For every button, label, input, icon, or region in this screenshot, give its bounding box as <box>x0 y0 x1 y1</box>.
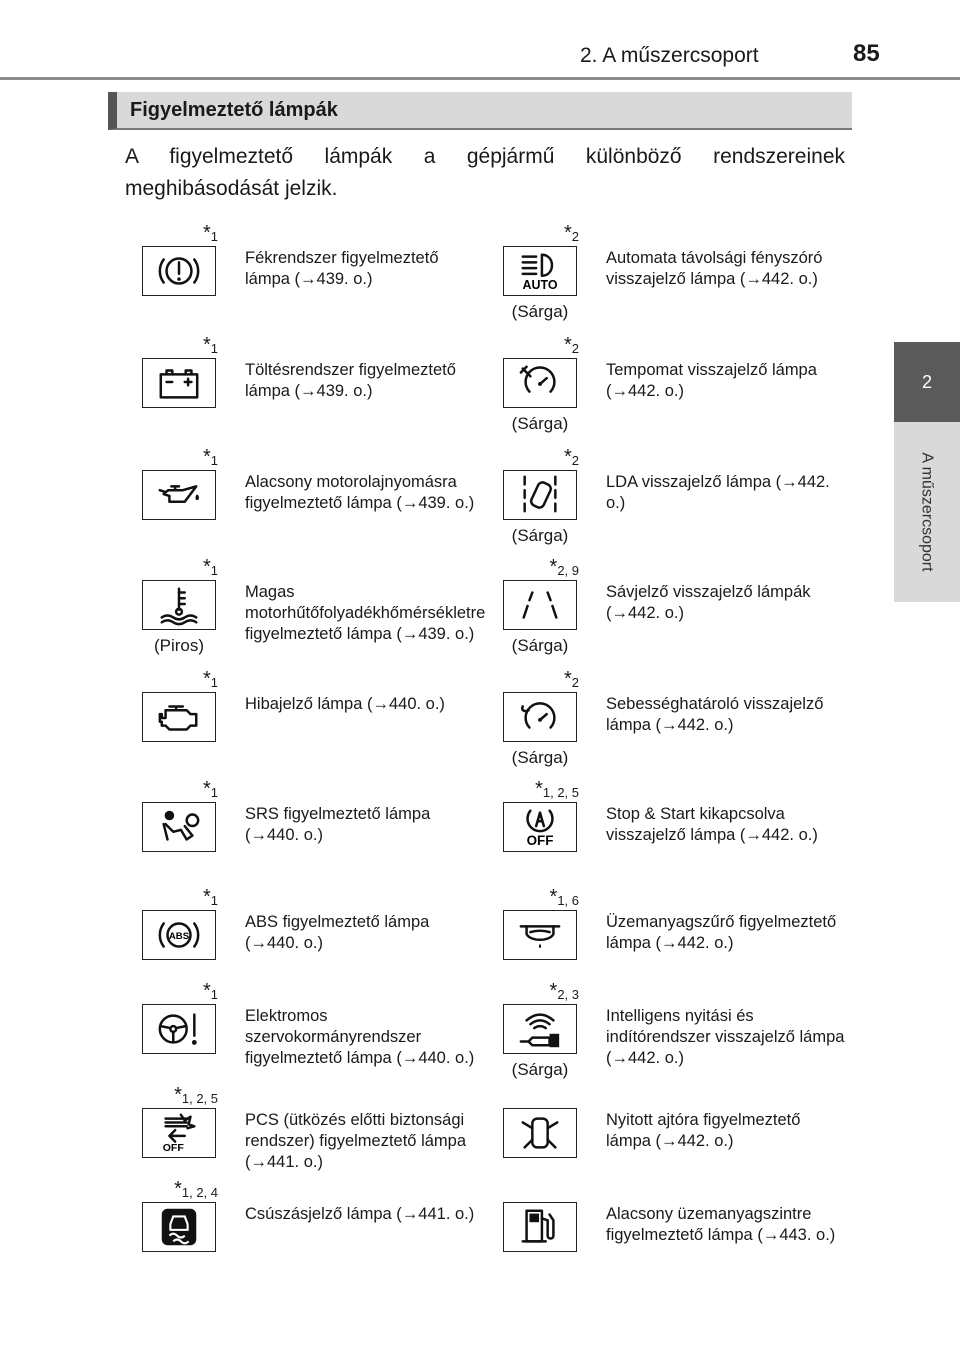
footnote-marker: $*_1$ <box>202 334 218 356</box>
lamp-entry <box>501 668 851 778</box>
svg-text:OFF: OFF <box>526 833 554 848</box>
footnote-number: 1 <box>210 785 218 800</box>
footnote-number: 1 <box>210 987 218 1002</box>
lamp-entry <box>501 222 851 332</box>
lamp-color: (Sárga) <box>511 636 569 655</box>
lamp-color: (Sárga) <box>511 1060 569 1079</box>
page-number: 85 <box>853 40 880 67</box>
footnote-marker: $*_2$ <box>563 334 579 356</box>
lamp-description: Alacsony motorolajnyomásra figyelmeztető lámpa (→439. o.) <box>245 473 475 512</box>
footnote-marker: $*_{2, 9}$ <box>549 556 579 578</box>
lamp-description: LDA visszajelző lámpa (→442. o.) <box>606 473 830 512</box>
lamp-row <box>140 1178 840 1288</box>
lamp-entry <box>140 222 490 332</box>
footnote-number: 2, 9 <box>557 563 579 578</box>
oil-pressure-icon <box>142 470 216 520</box>
lamp-row <box>140 334 840 444</box>
smart-key-icon <box>503 1004 577 1054</box>
lamp-entry <box>140 778 490 888</box>
lamp-row <box>140 556 840 666</box>
lamp-description: Alacsony üzemanyagszintre figyelmeztető lámpa (→443. o.) <box>606 1205 836 1244</box>
pcs-off-icon <box>142 1108 216 1158</box>
lamp-color: (Sárga) <box>511 748 569 767</box>
footnote-marker: $*_{1, 2, 5}$ <box>535 778 579 800</box>
lane-lines-icon <box>503 580 577 630</box>
footnote-marker: $*_1$ <box>202 446 218 468</box>
lamp-description: Sebességhatároló visszajelző lámpa (→442. o.) <box>606 695 824 734</box>
slip-indicator-icon <box>142 1202 216 1252</box>
lamp-description: Magas motorhűtőfolyadékhőmérsékletre figyelmeztető lámpa (→439. o.) <box>245 583 486 643</box>
chapter-tab <box>894 342 960 422</box>
coolant-temp-icon <box>142 580 216 630</box>
footnote-number: 1, 2, 5 <box>181 1091 218 1106</box>
lamp-entry <box>140 446 490 556</box>
footnote-marker: $*_1$ <box>202 886 218 908</box>
lamp-entry <box>501 556 851 666</box>
footnote-marker: $*_2$ <box>563 222 579 244</box>
abs-icon <box>142 910 216 960</box>
battery-icon <box>142 358 216 408</box>
check-engine-icon <box>142 692 216 742</box>
fuel-filter-icon <box>503 910 577 960</box>
chapter-label: A műszercsoport <box>919 452 936 572</box>
footnote-number: 1 <box>210 229 218 244</box>
stop-start-off-icon <box>503 802 577 852</box>
lamp-description: Hibajelző lámpa (→440. o.) <box>245 695 445 713</box>
lda-icon <box>503 470 577 520</box>
lamp-description: Sávjelző visszajelző lámpák (→442. o.) <box>606 583 811 622</box>
lamp-entry <box>501 980 851 1090</box>
lamp-description: Tempomat visszajelző lámpa (→442. o.) <box>606 361 817 400</box>
footnote-marker: $*_{2, 3}$ <box>549 980 579 1002</box>
footnote-marker: $*_1$ <box>202 668 218 690</box>
lamp-entry <box>140 1178 490 1288</box>
low-fuel-icon <box>503 1202 577 1252</box>
lamp-description: ABS figyelmeztető lámpa (→440. o.) <box>245 913 430 952</box>
footnote-marker: $*_{1, 2, 4}$ <box>174 1178 218 1200</box>
footnote-number: 1, 2, 5 <box>542 785 579 800</box>
intro-paragraph: A figyelmeztető lámpák a gépjármű különböző rendszereinek meghibásodását jelzik. <box>125 145 845 200</box>
lamp-entry <box>501 446 851 556</box>
speed-limiter-icon <box>503 692 577 742</box>
lamp-entry <box>140 668 490 778</box>
lamp-row <box>140 222 840 332</box>
footnote-marker: $*_1$ <box>202 222 218 244</box>
footnote-marker: $*_2$ <box>563 668 579 690</box>
lamp-description: Csúszásjelző lámpa (→441. o.) <box>245 1205 475 1223</box>
footnote-number: 2 <box>571 453 579 468</box>
lamp-row <box>140 446 840 556</box>
section-heading <box>108 92 852 130</box>
svg-text:AUTO: AUTO <box>522 278 558 292</box>
brake-warning-icon <box>142 246 216 296</box>
lamp-description: Stop & Start kikapcsolva visszajelző lámpa (→442. o.) <box>606 805 818 844</box>
footnote-marker: $*_{1, 2, 5}$ <box>174 1084 218 1106</box>
lamp-description: Töltésrendszer figyelmeztető lámpa (→439. o.) <box>245 361 456 400</box>
footnote-marker: $*_2$ <box>563 446 579 468</box>
lamp-entry <box>140 980 490 1090</box>
footnote-number: 1 <box>210 563 218 578</box>
lamp-entry <box>501 334 851 444</box>
footnote-marker: $*_1$ <box>202 980 218 1002</box>
header-divider <box>0 77 960 80</box>
svg-text:ABS: ABS <box>168 930 190 942</box>
lamp-color: (Sárga) <box>511 526 569 545</box>
cruise-control-icon <box>503 358 577 408</box>
footnote-number: 1 <box>210 893 218 908</box>
footnote-number: 1 <box>210 453 218 468</box>
lamp-row <box>140 980 845 1090</box>
lamp-row <box>140 668 840 778</box>
footnote-number: 1 <box>210 675 218 690</box>
footnote-number: 2, 3 <box>557 987 579 1002</box>
footnote-number: 1, 6 <box>557 893 579 908</box>
lamp-description: PCS (ütközés előtti biztonsági rendszer) figyelmeztető lámpa (→441. o.) <box>245 1111 467 1171</box>
auto-high-beam-icon <box>503 246 577 296</box>
lamp-entry <box>501 778 851 888</box>
lamp-entry <box>501 1178 851 1288</box>
footnote-number: 1, 2, 4 <box>181 1185 218 1200</box>
lamp-description: Üzemanyagszűrő figyelmeztető lámpa (→442. o.) <box>606 913 837 952</box>
lamp-row <box>140 778 840 888</box>
lamp-color: (Sárga) <box>511 414 569 433</box>
chapter-number: 2 <box>921 371 932 392</box>
lamp-color: (Piros) <box>153 636 205 655</box>
lamp-color: (Sárga) <box>511 302 569 321</box>
chapter-side-label <box>894 422 960 602</box>
lamp-description: Intelligens nyitási és indítórendszer visszajelző lámpa (→442. o.) <box>606 1007 845 1067</box>
srs-airbag-icon <box>142 802 216 852</box>
lamp-entry <box>140 556 490 666</box>
power-steering-icon <box>142 1004 216 1054</box>
footnote-number: 2 <box>571 229 579 244</box>
lamp-description: Elektromos szervokormányrendszer figyelmeztető lámpa (→440. o.) <box>245 1007 475 1067</box>
running-header-title: 2. A műszercsoport <box>580 44 759 67</box>
footnote-number: 2 <box>571 675 579 690</box>
footnote-number: 1 <box>210 341 218 356</box>
lamp-description: Fékrendszer figyelmeztető lámpa (→439. o.) <box>245 249 439 288</box>
lamp-entry <box>140 334 490 444</box>
door-open-icon <box>503 1108 577 1158</box>
footnote-marker: $*_{1, 6}$ <box>549 886 579 908</box>
section-title: Figyelmeztető lámpák <box>130 99 338 121</box>
footnote-marker: $*_1$ <box>202 556 218 578</box>
footnote-marker: $*_1$ <box>202 778 218 800</box>
svg-text:OFF: OFF <box>162 1142 184 1154</box>
lamp-description: SRS figyelmeztető lámpa (→440. o.) <box>245 805 431 844</box>
lamp-description: Automata távolsági fényszóró visszajelző lámpa (→442. o.) <box>606 249 823 288</box>
footnote-number: 2 <box>571 341 579 356</box>
lamp-description: Nyitott ajtóra figyelmeztető lámpa (→442. o.) <box>606 1111 801 1150</box>
